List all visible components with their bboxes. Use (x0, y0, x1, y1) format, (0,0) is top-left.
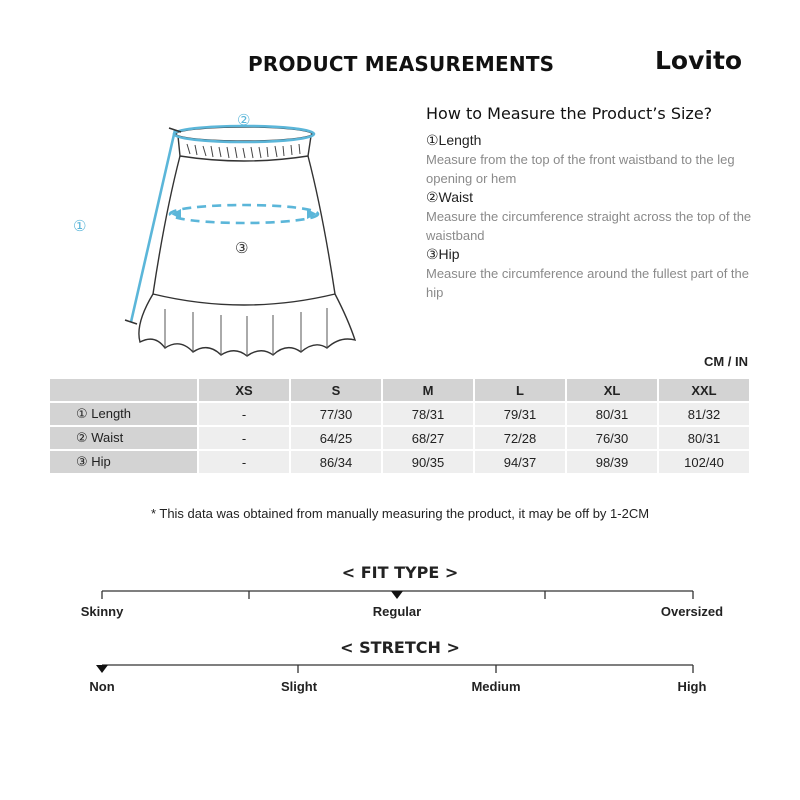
fit-type-scale (0, 586, 800, 606)
row-label: ① Length (50, 403, 197, 425)
stretch-title: < STRETCH > (340, 638, 460, 657)
table-cell: 80/31 (659, 427, 749, 449)
page-title: PRODUCT MEASUREMENTS (248, 52, 555, 76)
row-label: ③ Hip (50, 451, 197, 473)
table-cell: 79/31 (475, 403, 565, 425)
table-cell: 78/31 (383, 403, 473, 425)
length-title: ①Length (426, 132, 482, 148)
stretch-scale (0, 660, 800, 680)
fit-type-title: < FIT TYPE > (341, 563, 459, 582)
how-to-heading: How to Measure the Product’s Size? (426, 104, 713, 123)
table-cell: 102/40 (659, 451, 749, 473)
how-to-measure (426, 104, 766, 302)
col-header: L (475, 379, 565, 401)
col-header: M (383, 379, 473, 401)
table-cell: - (199, 451, 289, 473)
table-row (50, 451, 749, 473)
table-cell: 64/25 (291, 427, 381, 449)
label-hip: ③ (235, 239, 249, 257)
table-cell: 77/30 (291, 403, 381, 425)
fit-label-regular: Regular (372, 604, 422, 619)
measurement-note: * This data was obtained from manually measuring the product, it may be off by 1-2CM (150, 506, 650, 521)
table-row (50, 403, 749, 425)
hip-desc: Measure the circumference around the fullest part of the hip (426, 266, 750, 300)
hip-title: ③Hip (426, 246, 460, 262)
waist-desc: Measure the circumference straight across the top of the waistband (426, 209, 752, 243)
fit-type-marker (391, 591, 403, 599)
col-header: XXL (659, 379, 749, 401)
table-cell: 76/30 (567, 427, 657, 449)
fit-label-oversized: Oversized (660, 604, 724, 619)
col-header: XS (199, 379, 289, 401)
col-header: S (291, 379, 381, 401)
table-cell: - (199, 427, 289, 449)
table-cell: 72/28 (475, 427, 565, 449)
stretch-label-medium: Medium (471, 679, 521, 694)
table-cell: 98/39 (567, 451, 657, 473)
table-row (50, 427, 749, 449)
stretch-label-slight: Slight (280, 679, 318, 694)
unit-label: CM / IN (703, 354, 748, 369)
hip-measure-line (170, 205, 318, 223)
fit-label-skinny: Skinny (80, 604, 124, 619)
table-cell: 94/37 (475, 451, 565, 473)
table-cell: 80/31 (567, 403, 657, 425)
label-waist: ② (237, 111, 251, 129)
label-length: ① (73, 217, 87, 235)
waist-title: ②Waist (426, 189, 474, 205)
table-corner (50, 379, 197, 401)
stretch-marker (96, 665, 108, 673)
brand-logo: Lovito (655, 46, 743, 75)
row-label: ② Waist (50, 427, 197, 449)
col-header: XL (567, 379, 657, 401)
size-table (48, 377, 751, 475)
table-cell: 68/27 (383, 427, 473, 449)
table-cell: 90/35 (383, 451, 473, 473)
skirt-diagram (65, 104, 375, 359)
length-desc: Measure from the top of the front waistband to the leg opening or hem (426, 152, 735, 186)
stretch-label-high: High (677, 679, 707, 694)
table-cell: - (199, 403, 289, 425)
stretch-label-non: Non (89, 679, 115, 694)
table-cell: 86/34 (291, 451, 381, 473)
table-cell: 81/32 (659, 403, 749, 425)
